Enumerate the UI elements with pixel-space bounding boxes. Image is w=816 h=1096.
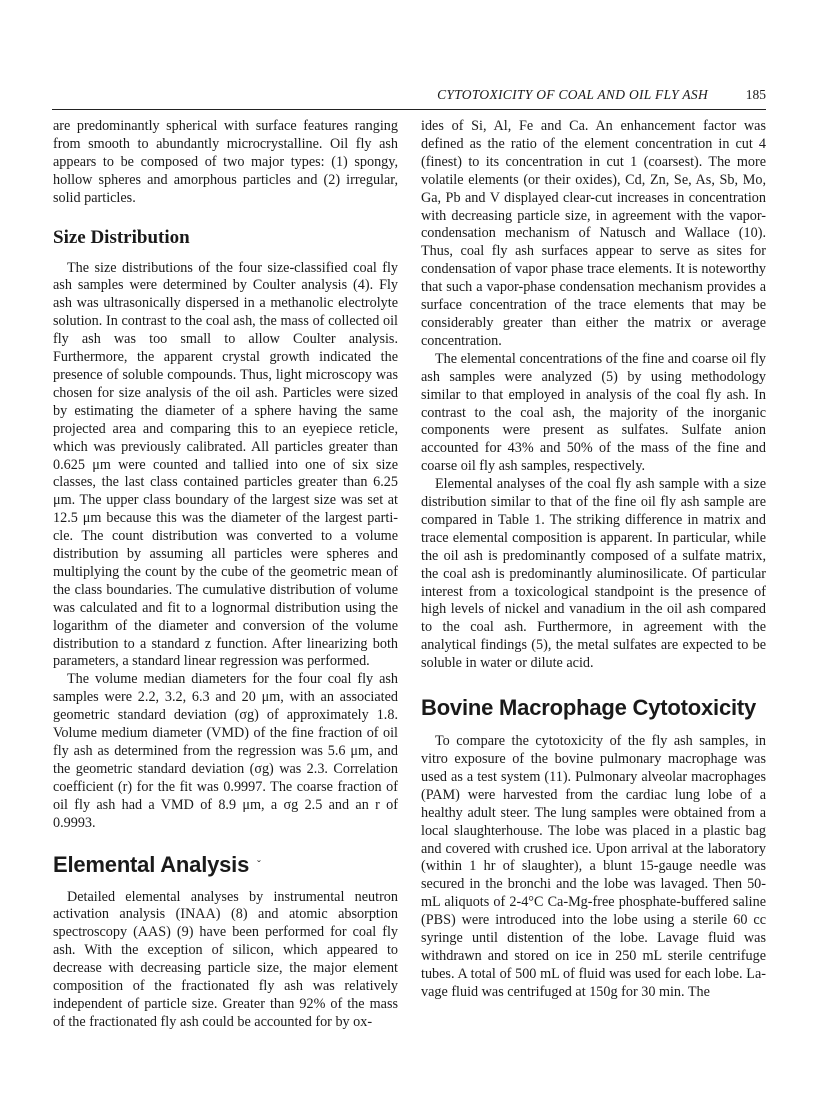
section-heading-size-distribution: Size Distribution bbox=[53, 226, 190, 248]
paragraph-size-methods: The size distributions of the four size-classified coal fly ash samples were determined by Coulter analysis (4). Fly ash was ultrasonically dispersed in a methanolic electrolyte solution. In contrast to the coal ash, the mass of collected oil fly ash was too small to allow Coulter analysis. Furthermore, the apparent crystal growth indicated the presence of soluble compounds. Thus, light microscopy was chosen for size analysis of the oil ash. Particles were sized by estimating the diameter of a sphere having the same projected area and comparing this to an eyepiece reticle, which was previously calibrated. All particles greater than 0.625 μm were counted and tallied into one of six size classes, the last class contained particles greater than 6.25 μm. The upper class boundary of the largest size was set at 12.5 μm because this was the diameter of the largest particle. The count distribution was converted to a volume distribution by assuming all particles were spheres and multiplying the count by the cube of the geometric mean of the class boundaries. The cumulative distribution of volume was calculated and fit to a lognormal distribution using the logarithm of the diameter and conversion of the volume distribution to a standard z function. After linearizing both parameters, a standard linear regression was performed. bbox=[53, 259, 398, 670]
paragraph-bovine-methods: To compare the cytotoxicity of the fly ash samples, in vitro exposure of the bovine pulmonary macrophage was used as a test system (11). Pulmonary alveolar macrophages (PAM) were harvested from the cardiac lung lobe of a healthy adult steer. The lung samples were obtained from a local slaughterhouse. The lobe was placed in a plastic bag and covered with crushed ice. Upon arrival at the laboratory (within 1 hr of slaughter), a blunt 15-gauge needle was secured in the bronchi and the lobe was lavaged. Then 50-mL aliquots of 2-4°C Ca-Mg-free phosphate-buffered saline (PBS) were introduced into the lobe using a sterile 60 cc syringe until distention of the lobe. Lavage fluid was withdrawn and stored on ice in 250 mL sterile centrifuge tubes. A total of 500 mL of fluid was used for each lobe. Lavage fluid was centrifuged at 150g for 30 min. The bbox=[421, 733, 766, 1000]
paragraph-continued: are predominantly spherical with surface features ranging from smooth to abundantly microcrystalline. Oil fly ash appears to be composed of two major types: (1) spongy, hollow spheres and amorphous particles and (2) irregular, solid particles. bbox=[53, 118, 398, 206]
paragraph-elemental-1: Detailed elemental analyses by instrumental neutron activation analysis (INAA) (8) and atomic absorption spectroscopy (AAS) (9) have been performed for coal fly ash. With the exception of silicon, which appeared to decrease with decreasing particle size, the major element composition of the fractionated fly ash was relatively independent of particle size. Greater than 92% of the mass of the fractionated fly ash could be accounted for by ox- bbox=[53, 888, 398, 1030]
paragraph-continued-right: ides of Si, Al, Fe and Ca. An enhancement factor was defined as the ratio of the element concentration in cut 4 (finest) to its concentration in cut 1 (coarsest). The more volatile elements (or their oxides), Cd, Zn, Se, As, Sb, Mo, Ga, Pb and V displayed clear-cut increases in concentration with decreasing particle size, in agreement with the vapor-condensation mechanism of Natusch and Wallace (10). Thus, coal fly ash surfaces appear to serve as sites for condensation of vapor phase trace elements. It is noteworthy that such a vapor-phase condensation mechanism provides a surface concentration of the trace elements that may be considerably greater than either the matrix or average concentration. bbox=[421, 118, 766, 349]
section-heading-bovine-macrophage: Bovine Macrophage Cytotoxicity bbox=[421, 695, 757, 721]
running-header bbox=[52, 87, 766, 110]
paragraph-size-results: The volume median diameters for the four coal fly ash samples were 2.2, 3.2, 6.3 and 20 μm, with an associated geometric standard deviation (σg) of approximately 1.8. Volume medium diameter (VMD) of the fine fraction of oil fly ash as determined from the regression was 5.6 μm, and the geometric standard deviation (σg) was 2.3. Correlation coefficient (r) for the fit was 0.9997. The coarse fraction of oil fly ash had a VMD of 8.9 μm, a σg 2.5 and an r of 0.9993. bbox=[53, 671, 398, 831]
right-column bbox=[421, 118, 766, 1002]
paragraph-table-comparison: Elemental analyses of the coal fly ash sample with a size distribution similar to that of the fine oil fly ash sample are compared in Table 1. The striking difference in matrix and trace elemental composition is apparent. In particular, while the oil ash is predominantly composed of a sulfate matrix, the coal ash is predominantly aluminosilicate. Of particular interest from a toxicological standpoint is the presence of high levels of nickel and vanadium in the oil ash compared to the coal ash. Furthermore, in agreement with the analytical findings (5), the metal sulfates are expected to be soluble in water or dilute acid. bbox=[421, 476, 766, 672]
page-number: 185 bbox=[745, 87, 766, 102]
running-title: CYTOTOXICITY OF COAL AND OIL FLY ASH bbox=[437, 87, 708, 102]
left-column bbox=[53, 118, 398, 1032]
section-heading-elemental-analysis bbox=[53, 852, 398, 878]
heading-text: Elemental Analysis bbox=[53, 851, 250, 877]
heading-mark: ˇ bbox=[257, 860, 261, 872]
paragraph-oil-ash-elements: The elemental concentrations of the fine and coarse oil fly ash samples were analyzed (5) by using methodology similar to that employed in analysis of the coal fly ash. In contrast to the coal ash, the majority of the inorganic components were present as sulfates. Sulfate anion accounted for 43% and 50% of the mass of the fine and coarse oil fly ash samples, respectively. bbox=[421, 350, 766, 475]
